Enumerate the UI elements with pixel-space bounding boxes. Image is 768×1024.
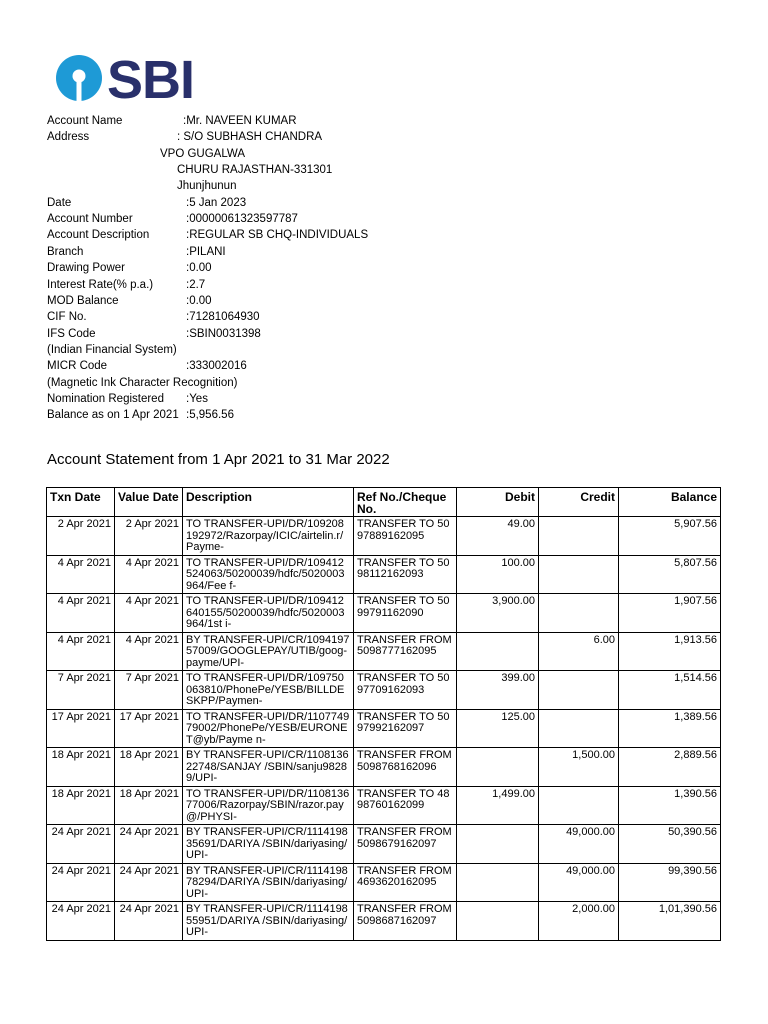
cell-credit-text: 6.00 — [593, 634, 615, 646]
cell-debit — [457, 517, 539, 556]
cell-txn-date — [47, 709, 115, 748]
cell-credit — [539, 902, 619, 941]
transactions-table — [46, 487, 721, 941]
cell-ref-no-text: TRANSFER FROM 5098768162096 — [357, 750, 452, 773]
cell-ref-no — [354, 786, 457, 825]
cell-balance — [619, 594, 721, 633]
cell-balance — [619, 863, 721, 902]
cell-credit — [539, 632, 619, 671]
info-label: Account Number — [47, 213, 133, 225]
cell-credit — [539, 594, 619, 633]
cell-balance — [619, 517, 721, 556]
info-label: Interest Rate(% p.a.) — [47, 279, 154, 291]
cell-value-date-text: 24 Apr 2021 — [119, 827, 179, 838]
table-row — [47, 517, 721, 556]
cell-credit — [539, 786, 619, 825]
cell-txn-date — [47, 517, 115, 556]
cell-ref-no — [354, 748, 457, 787]
cell-txn-date-text: 4 Apr 2021 — [57, 557, 111, 569]
info-value: :REGULAR SB CHQ-INDIVIDUALS — [186, 229, 369, 241]
cell-value-date — [115, 555, 183, 594]
cell-ref-no — [354, 709, 457, 748]
info-value: :Yes — [186, 393, 208, 405]
info-value: :Mr. NAVEEN KUMAR — [183, 115, 297, 127]
cell-ref-no-text: TRANSFER TO 5097992162097 — [357, 711, 450, 734]
cell-balance-text: 1,390.56 — [674, 788, 717, 800]
cell-description — [183, 748, 354, 787]
table-header-row — [47, 488, 721, 517]
cell-description-text: TO TRANSFER-UPI/DR/109208192972/Razorpay/ICIC/airtelin.r/Payme- — [186, 519, 344, 553]
cell-debit — [457, 786, 539, 825]
cell-txn-date — [47, 902, 115, 941]
cell-credit-text: 2,000.00 — [572, 904, 615, 915]
cell-description-text: BY TRANSFER-UPI/CR/111419855951/DARIYA /SBIN/dariyasing/UPI- — [186, 904, 348, 938]
cell-txn-date-text: 2 Apr 2021 — [57, 519, 111, 530]
cell-description — [183, 671, 354, 710]
cell-txn-date — [47, 863, 115, 902]
info-value: :2.7 — [186, 279, 206, 291]
cell-debit-text: 125.00 — [501, 711, 535, 723]
cell-value-date — [115, 517, 183, 556]
cell-balance-text: 1,913.56 — [674, 634, 717, 646]
table-row — [47, 902, 721, 941]
cell-balance-text: 99,390.56 — [668, 865, 717, 877]
info-label: Drawing Power — [47, 262, 125, 274]
info-label: (Magnetic Ink Character Recognition) — [47, 377, 238, 389]
info-label: MOD Balance — [47, 295, 119, 307]
info-label: Balance as on 1 Apr 2021 — [47, 409, 179, 421]
cell-debit-text: 1,499.00 — [492, 788, 535, 800]
cell-description-text: TO TRANSFER-UPI/DR/109412640155/50200039/hdfc/5020003964/1st i- — [186, 596, 345, 630]
cell-txn-date — [47, 594, 115, 633]
cell-ref-no — [354, 632, 457, 671]
cell-description — [183, 594, 354, 633]
cell-txn-date — [47, 671, 115, 710]
cell-credit — [539, 825, 619, 864]
cell-ref-no — [354, 517, 457, 556]
info-value: :5,956.56 — [186, 409, 234, 421]
cell-value-date-text: 24 Apr 2021 — [119, 865, 179, 877]
cell-description-text: BY TRANSFER-UPI/CR/111419835691/DARIYA /SBIN/dariyasing/UPI- — [186, 827, 348, 861]
cell-ref-no-text: TRANSFER TO 5099791162090 — [357, 596, 450, 619]
cell-value-date — [115, 748, 183, 787]
cell-debit — [457, 594, 539, 633]
table-body — [47, 517, 721, 941]
cell-description — [183, 555, 354, 594]
cell-debit-text: 100.00 — [501, 557, 535, 569]
cell-value-date-text: 4 Apr 2021 — [125, 596, 179, 607]
info-value: :5 Jan 2023 — [186, 197, 247, 209]
table-row — [47, 594, 721, 633]
cell-credit — [539, 709, 619, 748]
info-value: :0.00 — [186, 262, 212, 274]
cell-balance — [619, 632, 721, 671]
cell-value-date-text: 17 Apr 2021 — [119, 711, 179, 723]
table-row — [47, 555, 721, 594]
cell-ref-no-text: TRANSFER TO 5097709162093 — [357, 673, 450, 696]
table-row — [47, 825, 721, 864]
cell-description — [183, 517, 354, 556]
cell-value-date-text: 4 Apr 2021 — [125, 557, 179, 569]
info-value: :71281064930 — [186, 311, 260, 323]
cell-txn-date-text: 4 Apr 2021 — [57, 634, 111, 646]
cell-txn-date-text: 24 Apr 2021 — [51, 904, 111, 915]
cell-description — [183, 863, 354, 902]
info-value: VPO GUGALWA — [160, 148, 245, 160]
cell-ref-no-text: TRANSFER FROM 5098777162095 — [357, 634, 452, 657]
cell-ref-no-text: TRANSFER TO 5098112162093 — [357, 557, 450, 580]
cell-description-text: BY TRANSFER-UPI/CR/110813622748/SANJAY /SBIN/sanju98289/UPI- — [186, 750, 349, 784]
cell-value-date — [115, 632, 183, 671]
info-label: IFS Code — [47, 328, 96, 340]
table-row — [47, 632, 721, 671]
cell-description-text: BY TRANSFER-UPI/CR/109419757009/GOOGLEPAY/UTIB/goog-payme/UPI- — [186, 634, 350, 669]
cell-debit — [457, 671, 539, 710]
cell-credit — [539, 671, 619, 710]
cell-ref-no-text: TRANSFER FROM 5098687162097 — [357, 904, 452, 927]
info-label: Date — [47, 197, 72, 209]
cell-txn-date — [47, 632, 115, 671]
cell-balance — [619, 825, 721, 864]
header-txn-date: Txn Date — [47, 488, 115, 517]
info-label: (Indian Financial System) — [47, 344, 177, 356]
cell-balance-text: 1,01,390.56 — [658, 904, 717, 915]
cell-txn-date-text: 4 Apr 2021 — [57, 596, 111, 607]
cell-debit-text: 3,900.00 — [492, 596, 535, 607]
cell-ref-no-text: TRANSFER TO 5097889162095 — [357, 519, 450, 542]
cell-balance-text: 5,907.56 — [674, 519, 717, 530]
header-value-date: Value Date — [115, 488, 183, 517]
table-row — [47, 671, 721, 710]
cell-value-date-text: 18 Apr 2021 — [119, 750, 179, 761]
cell-balance — [619, 748, 721, 787]
cell-ref-no-text: TRANSFER TO 4898760162099 — [357, 788, 450, 811]
cell-balance — [619, 671, 721, 710]
info-label: MICR Code — [47, 360, 108, 372]
header-credit: Credit — [539, 488, 619, 517]
statement-title: Account Statement from 1 Apr 2021 to 31 Mar 2022 — [47, 451, 390, 468]
sbi-logo — [55, 53, 200, 103]
cell-txn-date-text: 24 Apr 2021 — [51, 827, 111, 838]
cell-balance — [619, 902, 721, 941]
table-row — [47, 709, 721, 748]
info-value: :SBIN0031398 — [186, 328, 261, 340]
info-label: Nomination Registered — [47, 393, 164, 405]
info-label: Branch — [47, 246, 84, 258]
table-row — [47, 786, 721, 825]
cell-debit-text: 49.00 — [507, 519, 535, 530]
cell-balance-text: 50,390.56 — [668, 827, 717, 838]
svg-text:SBI: SBI — [107, 53, 195, 103]
cell-value-date — [115, 863, 183, 902]
cell-credit-text: 49,000.00 — [566, 865, 615, 877]
cell-credit — [539, 748, 619, 787]
cell-description-text: TO TRANSFER-UPI/DR/109750063810/PhonePe/YESB/BILLDESKPP/Paymen- — [186, 673, 345, 707]
cell-description — [183, 632, 354, 671]
cell-description — [183, 709, 354, 748]
cell-description — [183, 902, 354, 941]
info-value: :0.00 — [186, 295, 212, 307]
cell-credit — [539, 863, 619, 902]
cell-txn-date — [47, 748, 115, 787]
cell-ref-no — [354, 555, 457, 594]
cell-ref-no-text: TRANSFER FROM 5098679162097 — [357, 827, 452, 850]
cell-debit — [457, 825, 539, 864]
table-row — [47, 748, 721, 787]
cell-ref-no — [354, 902, 457, 941]
cell-debit — [457, 709, 539, 748]
sbi-logo-graphic — [55, 53, 200, 103]
cell-value-date — [115, 902, 183, 941]
cell-debit — [457, 555, 539, 594]
cell-description-text: TO TRANSFER-UPI/DR/109412524063/50200039/hdfc/5020003964/Fee f- — [186, 557, 345, 592]
cell-credit — [539, 555, 619, 594]
cell-value-date-text: 7 Apr 2021 — [125, 673, 179, 684]
info-label: Account Name — [47, 115, 123, 127]
header-balance: Balance — [619, 488, 721, 517]
info-value: Jhunjhunun — [177, 180, 237, 192]
cell-debit — [457, 863, 539, 902]
cell-ref-no — [354, 671, 457, 710]
cell-value-date — [115, 825, 183, 864]
cell-txn-date-text: 17 Apr 2021 — [51, 711, 111, 723]
cell-value-date-text: 2 Apr 2021 — [125, 519, 179, 530]
cell-value-date — [115, 594, 183, 633]
cell-description — [183, 786, 354, 825]
cell-ref-no — [354, 863, 457, 902]
cell-value-date-text: 4 Apr 2021 — [125, 634, 179, 646]
cell-value-date — [115, 786, 183, 825]
info-value: : S/O SUBHASH CHANDRA — [177, 131, 323, 143]
cell-description-text: TO TRANSFER-UPI/DR/110774979002/PhonePe/YESB/EURONET@yb/Payme n- — [186, 711, 350, 746]
cell-debit — [457, 748, 539, 787]
info-value: :333002016 — [186, 360, 247, 372]
cell-balance-text: 1,907.56 — [674, 596, 717, 607]
cell-balance-text: 5,807.56 — [674, 557, 717, 569]
cell-txn-date-text: 18 Apr 2021 — [51, 750, 111, 761]
table-row — [47, 863, 721, 902]
cell-ref-no-text: TRANSFER FROM 4693620162095 — [357, 865, 452, 888]
header-description: Description — [183, 488, 354, 517]
cell-txn-date — [47, 825, 115, 864]
info-value: :PILANI — [186, 246, 226, 258]
cell-ref-no — [354, 825, 457, 864]
cell-txn-date — [47, 555, 115, 594]
cell-description-text: BY TRANSFER-UPI/CR/111419878294/DARIYA /SBIN/dariyasing/UPI- — [186, 865, 348, 900]
cell-description-text: TO TRANSFER-UPI/DR/110813677006/Razorpay/SBIN/razor.pay@/PHYSI- — [186, 788, 350, 823]
cell-credit-text: 1,500.00 — [572, 750, 615, 761]
info-label: Account Description — [47, 229, 150, 241]
info-value: :00000061323597787 — [186, 213, 298, 225]
cell-value-date-text: 24 Apr 2021 — [119, 904, 179, 915]
cell-balance — [619, 786, 721, 825]
cell-credit — [539, 517, 619, 556]
header-debit: Debit — [457, 488, 539, 517]
info-value: CHURU RAJASTHAN-331301 — [177, 164, 333, 176]
cell-credit-text: 49,000.00 — [566, 827, 615, 838]
cell-debit-text: 399.00 — [501, 673, 535, 684]
cell-value-date — [115, 671, 183, 710]
cell-balance-text: 1,514.56 — [674, 673, 717, 684]
cell-txn-date-text: 18 Apr 2021 — [51, 788, 111, 800]
cell-debit — [457, 632, 539, 671]
header-ref-no: Ref No./Cheque No. — [354, 488, 457, 517]
cell-txn-date — [47, 786, 115, 825]
cell-value-date — [115, 709, 183, 748]
cell-txn-date-text: 24 Apr 2021 — [51, 865, 111, 877]
cell-txn-date-text: 7 Apr 2021 — [57, 673, 111, 684]
cell-balance — [619, 555, 721, 594]
cell-debit — [457, 902, 539, 941]
cell-balance — [619, 709, 721, 748]
info-label: Address — [47, 131, 90, 143]
cell-ref-no — [354, 594, 457, 633]
cell-balance-text: 2,889.56 — [674, 750, 717, 761]
info-label: CIF No. — [47, 311, 87, 323]
cell-description — [183, 825, 354, 864]
cell-balance-text: 1,389.56 — [674, 711, 717, 723]
cell-value-date-text: 18 Apr 2021 — [119, 788, 179, 800]
